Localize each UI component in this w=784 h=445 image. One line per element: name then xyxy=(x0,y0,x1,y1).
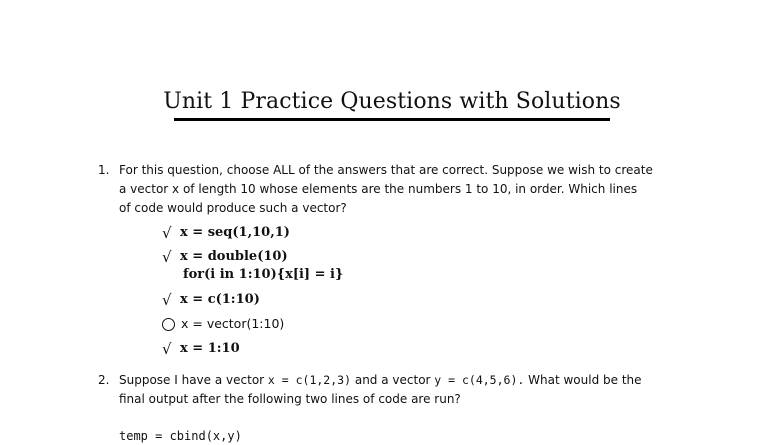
question-1-text xyxy=(119,161,653,218)
choice-2-line-1: x = double(10) xyxy=(180,249,288,264)
code-line-1: temp = cbind(x,y) xyxy=(119,429,242,443)
question-1-line-3: of code would produce such a vector? xyxy=(119,201,347,215)
question-2-line-1 xyxy=(119,371,642,390)
page-title: Unit 1 Practice Questions with Solutions xyxy=(163,89,621,114)
question-2-text-part: Suppose I have a vector xyxy=(119,373,265,387)
check-mark-icon: √ xyxy=(162,340,172,358)
question-2-text xyxy=(119,371,642,409)
check-mark-icon: √ xyxy=(162,291,172,309)
check-mark-icon: √ xyxy=(162,248,172,266)
question-1-line-1: For this question, choose ALL of the answers that are correct. Suppose we wish to create xyxy=(119,163,653,177)
inline-code-y: y = c(4,5,6). xyxy=(434,373,525,387)
choice-2-line-2: for(i in 1:10){x[i] = i} xyxy=(183,267,344,282)
question-2-line-2: final output after the following two lines of code are run? xyxy=(119,392,461,406)
question-2-number: 2. xyxy=(98,373,110,387)
empty-circle-icon xyxy=(162,318,175,331)
question-2-text-part: What would be the xyxy=(528,373,642,387)
choice-4: x = vector(1:10) xyxy=(181,316,285,331)
question-2-text-part: and a vector xyxy=(354,373,431,387)
choice-5: x = 1:10 xyxy=(180,341,240,356)
check-mark-icon: √ xyxy=(162,224,172,242)
question-1-number: 1. xyxy=(98,163,110,177)
title-underline xyxy=(174,118,610,121)
choice-3: x = c(1:10) xyxy=(180,292,260,307)
question-1-line-2: a vector x of length 10 whose elements are the numbers 1 to 10, in order. Which lines xyxy=(119,182,638,196)
inline-code-x: x = c(1,2,3) xyxy=(267,373,352,387)
choice-1: x = seq(1,10,1) xyxy=(180,225,290,240)
